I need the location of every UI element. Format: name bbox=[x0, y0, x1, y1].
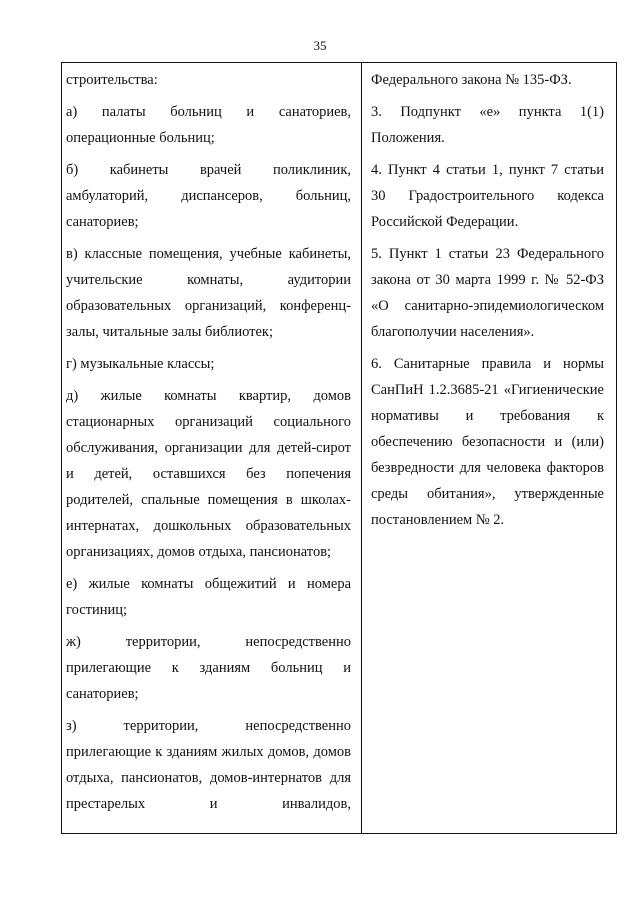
right-paragraph: 4. Пункт 4 статьи 1, пункт 7 статьи 30 Градостроительного кодекса Российской Федерации. bbox=[371, 162, 604, 230]
left-paragraph: ж) территории, непосредственно прилегающие к зданиям больниц и санаториев; bbox=[66, 634, 351, 702]
left-paragraph: г) музыкальные классы; bbox=[66, 356, 215, 372]
left-paragraph: строительства: bbox=[66, 72, 158, 88]
left-paragraph: в) классные помещения, учебные кабинеты, учительские комнаты, аудитории образовательных организаций, конференц-залы, читальные залы библиотек; bbox=[66, 246, 351, 340]
table-border-left bbox=[61, 63, 62, 833]
left-paragraph: е) жилые комнаты общежитий и номера гостиниц; bbox=[66, 576, 351, 618]
right-paragraph: 3. Подпункт «е» пункта 1(1) Положения. bbox=[371, 104, 604, 146]
page-number: 35 bbox=[313, 38, 327, 53]
left-column bbox=[66, 67, 351, 817]
document-table bbox=[61, 62, 617, 834]
left-paragraph: д) жилые комнаты квартир, домов стационарных организаций социального обслуживания, организации для детей-сирот и детей, оставшихся без попечения родителей, спальные помещения в школах-интернатах, дошкольных образовательных организациях, домов отдыха, пансионатов; bbox=[66, 388, 351, 560]
right-column bbox=[371, 67, 604, 539]
left-paragraph: а) палаты больниц и санаториев, операционные больниц; bbox=[66, 104, 351, 146]
right-paragraph: Федерального закона № 135-ФЗ. bbox=[371, 72, 572, 88]
table-border-right bbox=[616, 63, 617, 833]
right-paragraph: 6. Санитарные правила и нормы СанПиН 1.2.3685-21 «Гигиенические нормативы и требования к обеспечению безопасности и (или) безвредности для человека факторов среды обитания», утвержденные постановлением № 2. bbox=[371, 356, 604, 528]
right-paragraph: 5. Пункт 1 статьи 23 Федерального закона от 30 марта 1999 г. № 52-ФЗ «О санитарно-эпидемиологическом благополучии населения». bbox=[371, 246, 604, 340]
left-paragraph: з) территории, непосредственно прилегающие к зданиям жилых домов, домов отдыха, пансионатов, домов-интернатов для престарелых и инвалидов, bbox=[66, 718, 351, 812]
left-paragraph: б) кабинеты врачей поликлиник, амбулаторий, диспансеров, больниц, санаториев; bbox=[66, 162, 351, 230]
table-column-divider bbox=[361, 63, 362, 833]
